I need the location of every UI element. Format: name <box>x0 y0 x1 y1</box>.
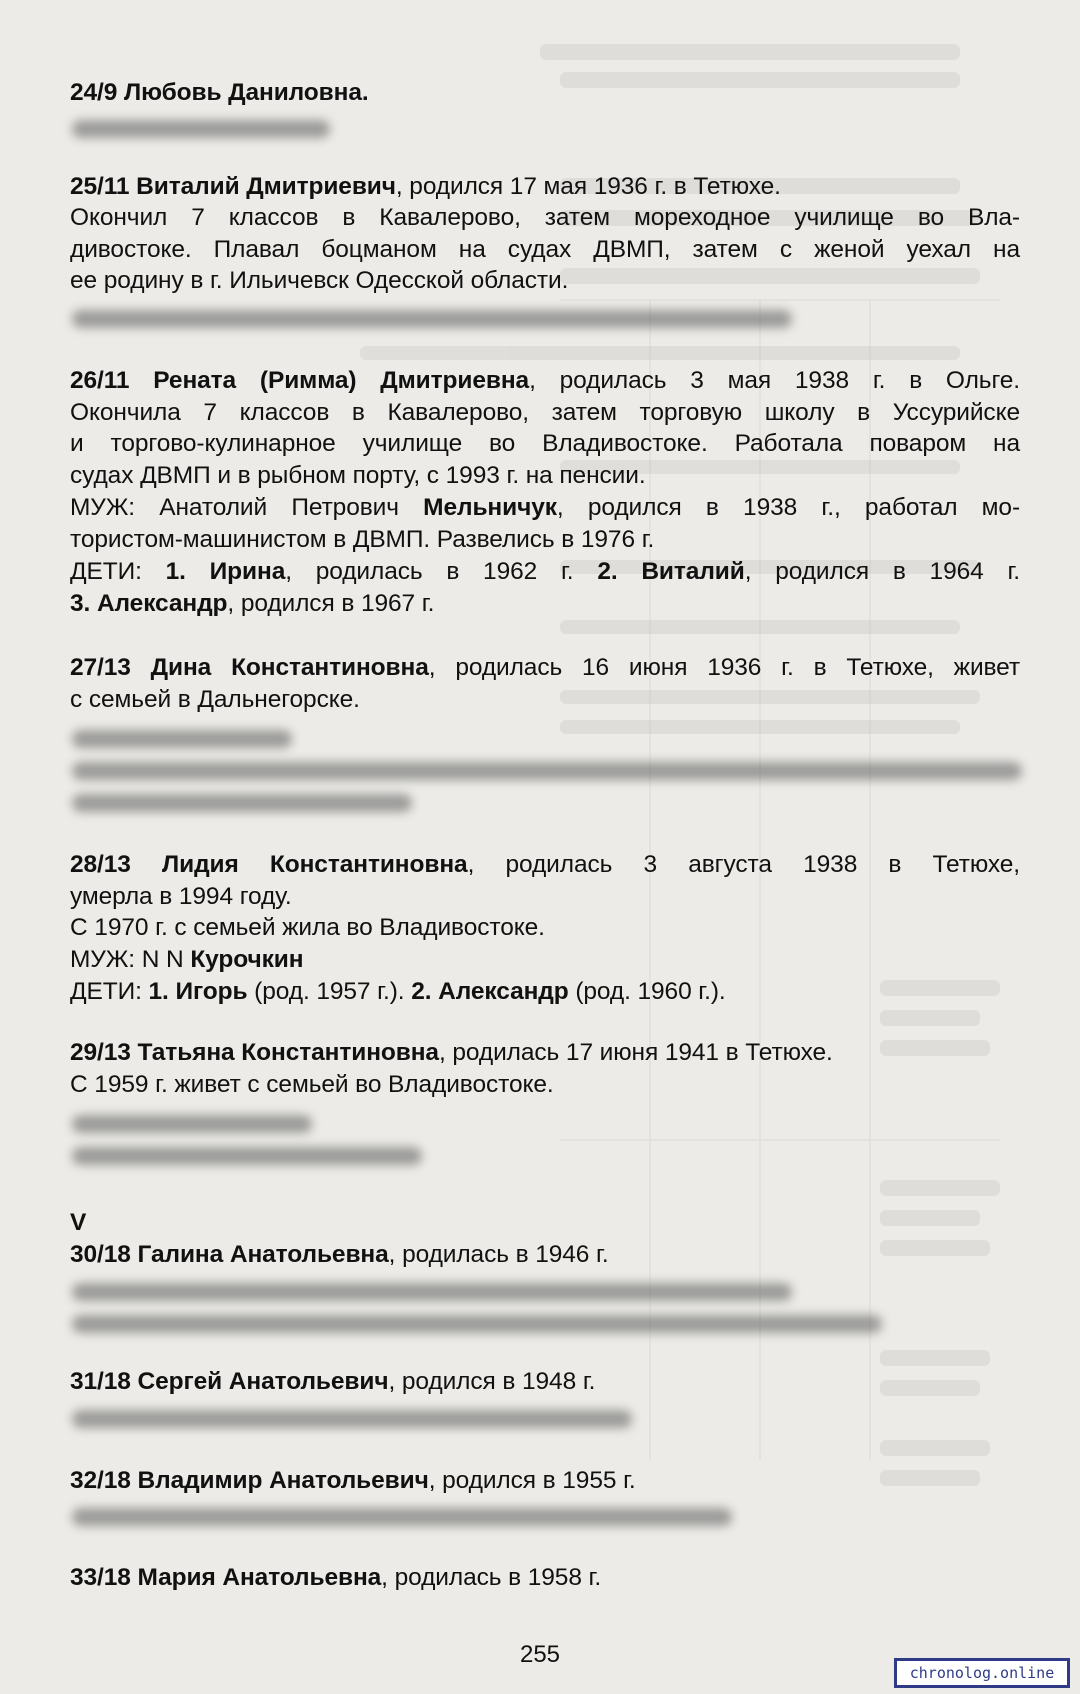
bold-text-run: 28/13 Лидия Константиновна <box>70 851 468 878</box>
text-run: , родился в 1955 г. <box>428 1467 636 1494</box>
bold-text-run: Курочкин <box>190 946 304 973</box>
text-run: Окончил 7 классов в Кавалерово, затем мореходное училище во Вла- <box>70 204 1020 231</box>
entry-28-children-line <box>70 977 1020 1007</box>
redacted-text <box>72 1283 792 1301</box>
redacted-text <box>72 1508 732 1526</box>
text-run: (род. 1960 г.). <box>568 978 726 1005</box>
text-run: с семьей в Дальнегорске. <box>70 686 360 713</box>
entry-26-text-line <box>70 461 1020 491</box>
entry-33-heading <box>70 1563 1020 1593</box>
text-run: , родился в 1964 г. <box>744 558 1020 585</box>
text-run: , родился 17 мая 1936 г. в Тетюхе. <box>395 173 781 200</box>
text-run: (род. 1957 г.). <box>247 978 412 1005</box>
page-number: 255 <box>519 1641 561 1668</box>
entry-27-heading <box>70 653 1020 683</box>
entry-32-heading <box>70 1466 1020 1496</box>
redacted-text <box>72 1147 422 1165</box>
entry-25-text-line <box>70 235 1020 265</box>
entry-29-heading <box>70 1038 1020 1068</box>
text-run: МУЖ: Анатолий Петрович <box>70 494 424 521</box>
text-run: , родился в 1938 г., работал мо- <box>556 494 1020 521</box>
entry-27-text-line <box>70 685 1020 715</box>
bold-text-run: 24/9 Любовь Даниловна. <box>70 79 369 106</box>
section-marker: V <box>70 1209 87 1236</box>
entry-30-heading <box>70 1240 1020 1270</box>
bold-text-run: 1. Ирина <box>165 558 286 585</box>
redacted-text <box>72 730 292 748</box>
bold-text-run: Мельничук <box>423 494 557 521</box>
redacted-text <box>72 1115 312 1133</box>
watermark-badge[interactable]: chronolog.online <box>894 1658 1070 1688</box>
bold-text-run: 31/18 Сергей Анатольевич <box>70 1368 389 1395</box>
text-run: судах ДВМП и в рыбном порту, с 1993 г. на пенсии. <box>70 462 646 489</box>
bold-text-run: 30/18 Галина Анатольевна <box>70 1241 389 1268</box>
text-run: тористом-машинистом в ДВМП. Развелись в 1976 г. <box>70 526 655 553</box>
text-run: , родилась 3 августа 1938 в Тетюхе, <box>467 851 1020 878</box>
redacted-text <box>72 1410 632 1428</box>
text-run: Окончила 7 классов в Кавалерово, затем торговую школу в Уссурийске <box>70 399 1020 426</box>
bold-text-run: 3. Александр <box>70 590 228 617</box>
entry-26-text-line <box>70 429 1020 459</box>
redacted-text <box>72 762 1022 780</box>
text-run: , родилась 17 июня 1941 в Тетюхе. <box>438 1039 833 1066</box>
redacted-text <box>72 794 412 812</box>
text-run: и торгово-кулинарное училище во Владивостоке. Работала поваром на <box>70 430 1020 457</box>
bold-text-run: 29/13 Татьяна Константиновна <box>70 1039 439 1066</box>
text-run: ДЕТИ: <box>70 978 149 1005</box>
entry-26-spouse-line <box>70 493 1020 523</box>
text-run: С 1959 г. живет с семьей во Владивостоке. <box>70 1071 554 1098</box>
entry-26-text-line <box>70 398 1020 428</box>
entry-28-spouse-line <box>70 945 1020 975</box>
bold-text-run: 2. Виталий <box>597 558 745 585</box>
redacted-text <box>72 1315 882 1333</box>
bold-text-run: 27/13 Дина Константиновна <box>70 654 429 681</box>
redacted-text <box>72 120 330 138</box>
entry-25-text-line <box>70 203 1020 233</box>
bold-text-run: 26/11 Рената (Римма) Дмитриевна <box>70 367 530 394</box>
text-run: , родился в 1967 г. <box>227 590 435 617</box>
text-run: , родилась в 1958 г. <box>381 1564 602 1591</box>
bold-text-run: 33/18 Мария Анатольевна <box>70 1564 382 1591</box>
text-run: умерла в 1994 году. <box>70 883 292 910</box>
entry-31-heading <box>70 1367 1020 1397</box>
entry-29-text-line <box>70 1070 1020 1100</box>
text-run: С 1970 г. с семьей жила во Владивостоке. <box>70 914 545 941</box>
entry-28-heading <box>70 850 1020 880</box>
text-run: , родилась в 1946 г. <box>388 1241 609 1268</box>
text-run: ее родину в г. Ильичевск Одесской области. <box>70 267 569 294</box>
entry-25-heading <box>70 172 1020 202</box>
text-run: , родилась в 1962 г. <box>285 558 598 585</box>
entry-24-heading <box>70 78 1020 108</box>
entry-26-children-line <box>70 557 1020 587</box>
entry-25-text-line <box>70 266 1020 296</box>
bold-text-run: 2. Александр <box>411 978 569 1005</box>
entry-28-text-line <box>70 882 1020 912</box>
text-run: , родилась 3 мая 1938 г. в Ольге. <box>529 367 1021 394</box>
entry-26-heading <box>70 366 1020 396</box>
text-run: , родился в 1948 г. <box>388 1368 596 1395</box>
text-run: дивостоке. Плавал боцманом на судах ДВМП, затем с женой уехал на <box>70 236 1020 263</box>
text-run: ДЕТИ: <box>70 558 166 585</box>
entry-26-children-line <box>70 589 1020 619</box>
bold-text-run: 32/18 Владимир Анатольевич <box>70 1467 429 1494</box>
entry-28-text-line <box>70 913 1020 943</box>
bold-text-run: 1. Игорь <box>148 978 248 1005</box>
entry-26-spouse-line <box>70 525 1020 555</box>
redacted-text <box>72 310 792 328</box>
text-run: МУЖ: N N <box>70 946 191 973</box>
bold-text-run: 25/11 Виталий Дмитриевич <box>70 173 396 200</box>
text-run: , родилась 16 июня 1936 г. в Тетюхе, живет <box>428 654 1021 681</box>
